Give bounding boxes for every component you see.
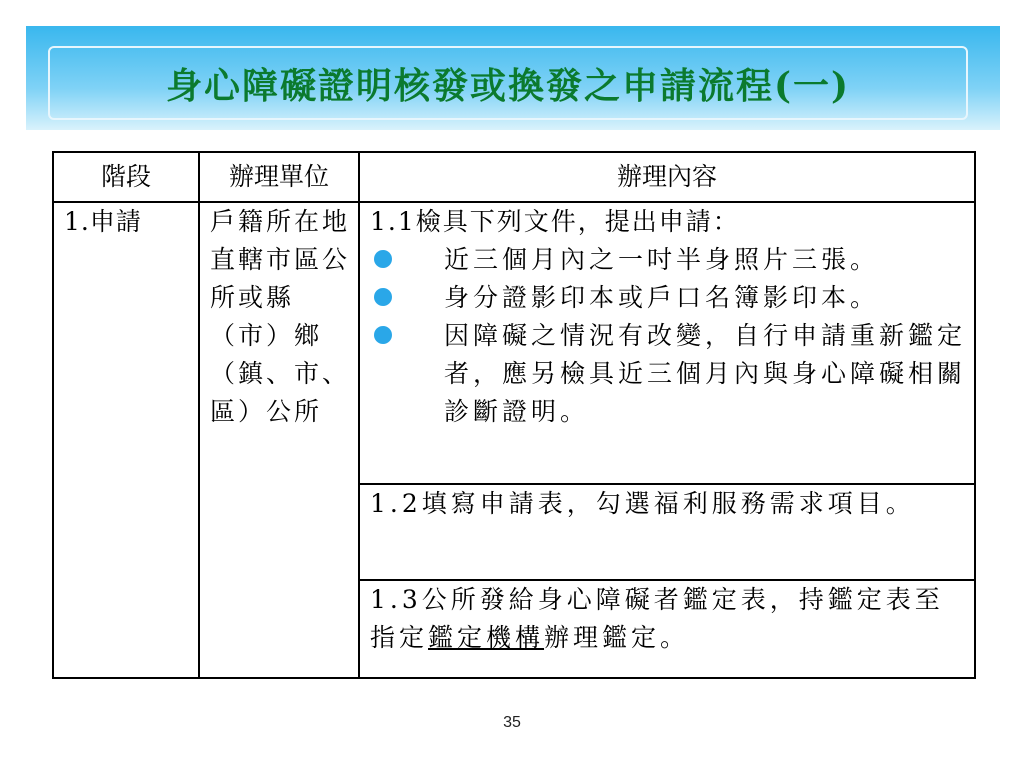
content-cell-1-3: [359, 580, 975, 678]
table-row: [53, 202, 975, 484]
header-unit: 辦理單位: [199, 152, 359, 202]
document-list: [370, 241, 974, 431]
page-title: 身心障礙證明核發或換發之申請流程(一): [165, 64, 851, 107]
header-content: 辦理內容: [359, 152, 975, 202]
page-number: 35: [503, 714, 521, 731]
bullet-text: 因障礙之情況有改變，自行申請重新鑑定者，應另檢具近三個月內與身心障礙相關診斷證明。: [444, 321, 967, 426]
item-1-2-text: 1.2填寫申請表，勾選福利服務需求項目。: [370, 489, 915, 518]
list-item: [370, 241, 974, 279]
title-frame: [48, 46, 968, 120]
item-1-3-text: [370, 581, 974, 657]
appraisal-institution-term: 鑑定機構: [428, 623, 545, 652]
header-stage: 階段: [53, 152, 199, 202]
bullet-icon: [370, 279, 444, 306]
header-row: [53, 152, 975, 202]
unit-cell: 戶籍所在地直轄市區公所或縣（市）鄉（鎮、市、區）公所: [199, 202, 359, 678]
content-cell-1-1: [359, 202, 975, 484]
item-1-3-before: 1.3公所發給身心障礙者鑑定表，持鑑定表至指定: [370, 585, 944, 652]
list-item: [370, 279, 974, 317]
bullet-icon: [370, 317, 444, 344]
bullet-text: 身分證影印本或戶口名簿影印本。: [444, 283, 880, 312]
bullet-text: 近三個月內之一吋半身照片三張。: [444, 245, 880, 274]
process-table: [52, 151, 976, 679]
content-cell-1-2: [359, 484, 975, 580]
stage-cell: 1.申請: [53, 202, 199, 678]
item-1-1-heading: 1.1檢具下列文件，提出申請：: [370, 207, 740, 236]
item-1-3-after: 辦理鑑定。: [544, 623, 690, 652]
list-item: [370, 317, 974, 431]
bullet-icon: [370, 241, 444, 268]
